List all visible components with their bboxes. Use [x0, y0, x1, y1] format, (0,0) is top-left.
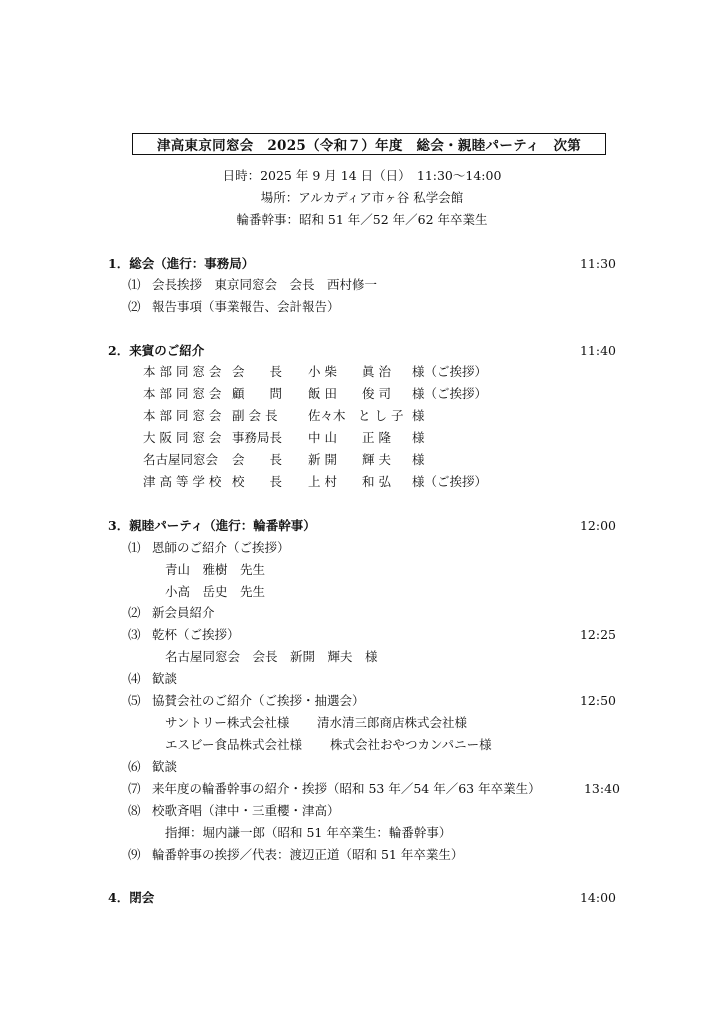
item-number: ⑵: [128, 299, 141, 314]
item-text: 輪番幹事の挨拶／代表：渡辺正道（昭和 51 年卒業生）: [152, 847, 464, 862]
guest-suffix: 様（ご挨拶）: [412, 474, 488, 489]
section-2-time: 11:40: [579, 343, 616, 358]
item-text: 校歌斉唱（津中・三重櫻・津高）: [152, 803, 340, 818]
list-item: [128, 693, 365, 709]
list-item: [128, 781, 541, 797]
section-1-heading: 1．総会（進行：事務局）: [108, 256, 255, 271]
guest-name: 上 村 和 弘: [308, 474, 391, 489]
guest-name: 小 柴 眞 治: [308, 364, 391, 379]
sponsor-name: 株式会社おやつカンパニー様: [330, 737, 492, 752]
list-item: [128, 803, 340, 819]
guest-org: 名古屋同窓会: [143, 452, 219, 467]
item-number: ⑻: [128, 803, 141, 818]
list-item: [128, 299, 340, 315]
item-number: ⑶: [128, 627, 141, 642]
guest-suffix: 様: [412, 408, 425, 423]
guest-org: 本 部 同 窓 会: [143, 364, 222, 379]
guest-suffix: 様（ご挨拶）: [412, 364, 488, 379]
guest-name: 飯 田 俊 司: [308, 386, 391, 401]
item-text: 新会員紹介: [152, 605, 215, 620]
section-4-time: 14:00: [579, 890, 616, 905]
item-text: 歓談: [152, 671, 178, 686]
guest-role: 副 会 長: [232, 408, 278, 423]
sponsor-name: 清水清三郎商店株式会社様: [317, 715, 468, 730]
guest-org: 大 阪 同 窓 会: [143, 430, 222, 445]
list-item: [128, 277, 377, 293]
item-number: ⑵: [128, 605, 141, 620]
item-number: ⑸: [128, 693, 141, 708]
teacher-name: 青山 雅樹 先生: [165, 562, 266, 577]
guest-name: 佐々木 と し 子: [308, 408, 404, 423]
item-text: 来年度の輪番幹事の紹介・挨拶（昭和 53 年／54 年／63 年卒業生）: [152, 781, 541, 796]
item-text: 報告事項（事業報告、会計報告）: [152, 299, 340, 314]
sponsor-name: エスビー食品株式会社様: [165, 737, 303, 752]
guest-row: [0, 452, 724, 468]
item-subtext: 指揮：堀内謙一郎（昭和 51 年卒業生：輪番幹事）: [165, 825, 452, 840]
guest-row: [0, 364, 724, 380]
section-1-time: 11:30: [579, 256, 616, 271]
list-item: [128, 627, 240, 643]
list-item: [128, 605, 215, 621]
item-number: ⑼: [128, 847, 141, 862]
item-text: 乾杯（ご挨拶）: [152, 627, 240, 642]
guest-org: 本 部 同 窓 会: [143, 408, 222, 423]
item-number: ⑴: [128, 540, 141, 555]
sponsor-row: [0, 715, 724, 731]
item-time: 12:50: [579, 693, 616, 708]
item-number: ⑷: [128, 671, 141, 686]
section-2-heading: 2．来賓のご紹介: [108, 343, 205, 358]
item-text: 協賛会社のご紹介（ご挨拶・抽選会）: [152, 693, 365, 708]
list-item: [128, 671, 177, 687]
event-place: 場所：アルカディア市ヶ谷 私学会館: [260, 190, 464, 205]
section-3-heading: 3．親睦パーティ（進行：輪番幹事）: [108, 518, 316, 533]
item-text: 歓談: [152, 759, 178, 774]
list-item: [128, 540, 290, 556]
event-datetime: 日時：2025 年 9 月 14 日（日） 11:30～14:00: [222, 168, 502, 183]
guest-name: 新 開 輝 夫: [308, 452, 391, 467]
list-item: [128, 759, 177, 775]
item-number: ⑴: [128, 277, 141, 292]
item-text: 恩師のご紹介（ご挨拶）: [152, 540, 290, 555]
guest-row: [0, 386, 724, 402]
document-title: 津高東京同窓会 2025（令和７）年度 総会・親睦パーティ 次第: [132, 133, 606, 155]
item-subtext: 名古屋同窓会 会長 新開 輝夫 様: [165, 649, 378, 664]
list-item: [128, 847, 463, 863]
guest-org: 津 高 等 学 校: [143, 474, 222, 489]
guest-role: 校 長: [232, 474, 283, 489]
section-3-time: 12:00: [579, 518, 616, 533]
guest-name: 中 山 正 隆: [308, 430, 391, 445]
guest-row: [0, 474, 724, 490]
item-number: ⑹: [128, 759, 141, 774]
guest-suffix: 様: [412, 452, 425, 467]
event-host: 輪番幹事：昭和 51 年／52 年／62 年卒業生: [236, 212, 488, 227]
item-number: ⑺: [128, 781, 141, 796]
teacher-name: 小高 岳史 先生: [165, 584, 266, 599]
guest-row: [0, 408, 724, 424]
item-time: 12:25: [579, 627, 616, 642]
guest-suffix: 様（ご挨拶）: [412, 386, 488, 401]
guest-row: [0, 430, 724, 446]
sponsor-name: サントリー株式会社様: [165, 715, 290, 730]
sponsor-row: [0, 737, 724, 753]
guest-role: 顧 問: [232, 386, 283, 401]
item-time: 13:40: [583, 781, 620, 796]
guest-role: 会 長: [232, 452, 283, 467]
guest-role: 会 長: [232, 364, 283, 379]
guest-role: 事務局長: [232, 430, 283, 445]
section-4-heading: 4．閉会: [108, 890, 155, 905]
guest-suffix: 様: [412, 430, 425, 445]
item-text: 会長挨拶 東京同窓会 会長 西村修一: [152, 277, 378, 292]
guest-org: 本 部 同 窓 会: [143, 386, 222, 401]
